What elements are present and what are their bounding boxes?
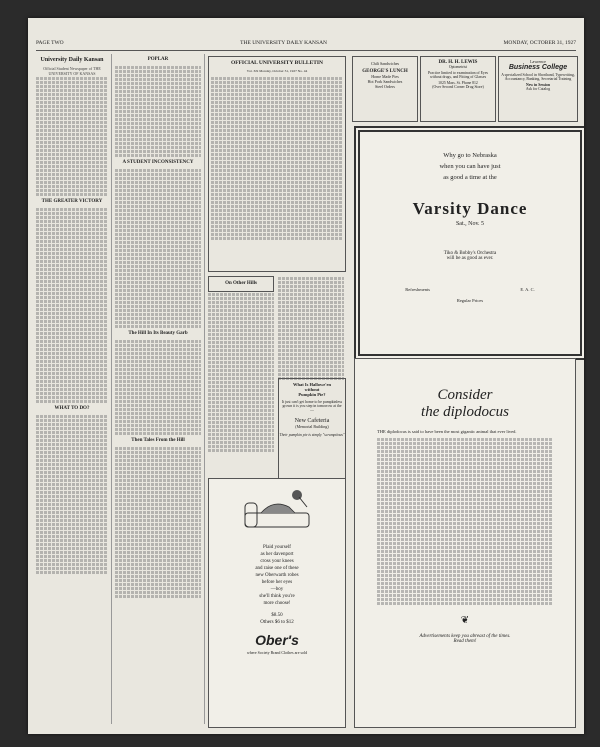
dance-refreshments: Refreshments	[405, 287, 430, 292]
obers-tagline: where Society Brand Clothes are sold	[246, 650, 308, 655]
orders-line: Steel Orders	[375, 84, 395, 89]
column-2	[115, 54, 201, 599]
obers-line9: more choose!	[263, 601, 291, 606]
college-name: Business College	[508, 64, 568, 71]
college-desc: A specialized School in Shorthand, Typewriting, Accountancy, Banking, Secretarial Training	[501, 73, 575, 81]
dance-line1: Why go to Nebraska	[443, 152, 497, 159]
pies-line: Home Made Pies	[371, 74, 399, 79]
headline-student-inconsistency: A STUDENT INCONSISTENCY	[122, 160, 194, 165]
business-college-ad	[498, 56, 578, 122]
header-left: PAGE TWO	[36, 40, 64, 46]
halloween-ad	[278, 378, 346, 480]
headline-poplar: POPLAR	[147, 57, 169, 62]
georges-lunch-ad	[352, 56, 418, 122]
dance-orchestra: Tiko & Bobby's Orchestra	[443, 251, 497, 256]
obers-line6: before her eyes	[261, 580, 293, 585]
halloween-body: It just can't get home to be pumpkinless grown it is you step in tomorrow at the —	[281, 400, 343, 412]
dance-line2: when you can have just	[439, 163, 501, 170]
pork-line: Hot Pork Sandwiches	[367, 79, 403, 84]
masthead-sub: Official Student Newspaper of THE UNIVERSITY OF KANSAS	[43, 66, 101, 76]
halloween-cafeteria: New Cafeteria	[294, 418, 330, 424]
chili-line: Chili Sandwiches	[370, 61, 400, 66]
header-right: MONDAY, OCTOBER 31, 1927	[503, 40, 576, 46]
other-hills-box	[208, 276, 274, 292]
obers-logo: Ober's	[255, 632, 299, 648]
obers-line4: and raise one of these	[255, 566, 299, 571]
obers-price: $8.50	[271, 613, 283, 618]
dance-footer	[360, 287, 580, 292]
halloween-building: (Memorial Building)	[295, 424, 329, 429]
georges-name: GEORGE'S LUNCH	[362, 69, 408, 74]
lewis-address: 1025 Mass. St. Phone 812	[438, 81, 478, 85]
college-session: New in Session	[525, 83, 551, 87]
obers-line5: new Oberwarth robes	[255, 573, 299, 578]
diplodocus-lead: THE diplodocus is said to have been the most gigantic animal that ever lived.	[377, 429, 517, 434]
dance-intro	[360, 150, 580, 183]
page-header	[36, 40, 576, 51]
column-rule	[204, 54, 205, 724]
headline-hill-beauty: The Hill In Its Beauty Garb	[128, 331, 188, 336]
halloween-line1: What Is Hallowe'en	[292, 382, 331, 387]
headline-what-to-do: WHAT TO DO?	[54, 406, 90, 411]
header-center: THE UNIVERSITY DAILY KANSAN	[240, 40, 328, 46]
college-catalog: Ask for Catalog	[525, 87, 551, 91]
dance-eac: E. A. C.	[520, 287, 535, 292]
headline-tales-hill: Then Tales From the Hill	[131, 438, 185, 443]
lewis-name: DR. H. H. LEWIS	[438, 60, 478, 65]
dance-prices: Regular Prices	[456, 298, 484, 303]
obers-line7: —boy	[270, 587, 284, 592]
ornament-icon: ❦	[460, 615, 470, 626]
obers-ad	[208, 478, 346, 728]
diplodocus-read: Read them!	[453, 639, 477, 644]
obers-line1: Plaid yourself	[263, 545, 291, 550]
headline-greater-victory: THE GREATER VICTORY	[41, 199, 103, 204]
column-1	[36, 54, 108, 575]
masthead-title: University Daily Kansan	[40, 57, 104, 63]
halloween-pie: Their pumpkin pie is simply "scrumptious"	[279, 433, 345, 437]
column-center-right	[278, 276, 344, 381]
dance-good: will be as good as ever.	[446, 256, 494, 261]
newspaper-page	[28, 18, 584, 734]
headline-other-hills: On Other Hills	[225, 281, 257, 286]
lewis-title: Optometrist	[448, 65, 468, 69]
obers-others: Others $6 to $12	[260, 620, 294, 625]
obers-line3: cross your knees	[260, 559, 294, 564]
diplodocus-consider: Consider	[437, 387, 493, 403]
bulletin-title: OFFICIAL UNIVERSITY BULLETIN	[230, 60, 324, 66]
dance-line3: as good a time at the	[443, 174, 497, 181]
lewis-practice: Practice limited to examination of Eyes without drugs, and Fitting of Glasses	[428, 71, 488, 79]
halloween-line2: without	[304, 387, 320, 392]
column-other-hills	[208, 276, 274, 453]
lewis-over: (Over Second Corner Drug Store)	[432, 85, 484, 89]
diplodocus-tagline: Advertisements keep you abreast of the times.	[419, 634, 511, 639]
diplodocus-title: the diplodocus	[421, 404, 509, 420]
halloween-line3: Pumpkin Pie?	[298, 392, 326, 397]
bulletin-meta: Vol. XX Monday, October 31, 1927 No. 44	[246, 69, 308, 73]
dance-date: Sat., Nov. 5	[455, 221, 485, 227]
lewis-ad	[420, 56, 496, 122]
couch-illustration-icon	[237, 485, 317, 535]
column-rule	[111, 54, 112, 724]
diplodocus-ad	[354, 358, 576, 728]
obers-line2: as her davenport	[260, 552, 294, 557]
college-city: Lawrence	[530, 59, 546, 64]
official-bulletin	[208, 56, 346, 272]
obers-line8: she'll think you're	[259, 594, 295, 599]
dance-title: Varsity Dance	[412, 199, 528, 218]
varsity-dance-ad	[354, 126, 584, 360]
obers-copy	[209, 544, 345, 626]
